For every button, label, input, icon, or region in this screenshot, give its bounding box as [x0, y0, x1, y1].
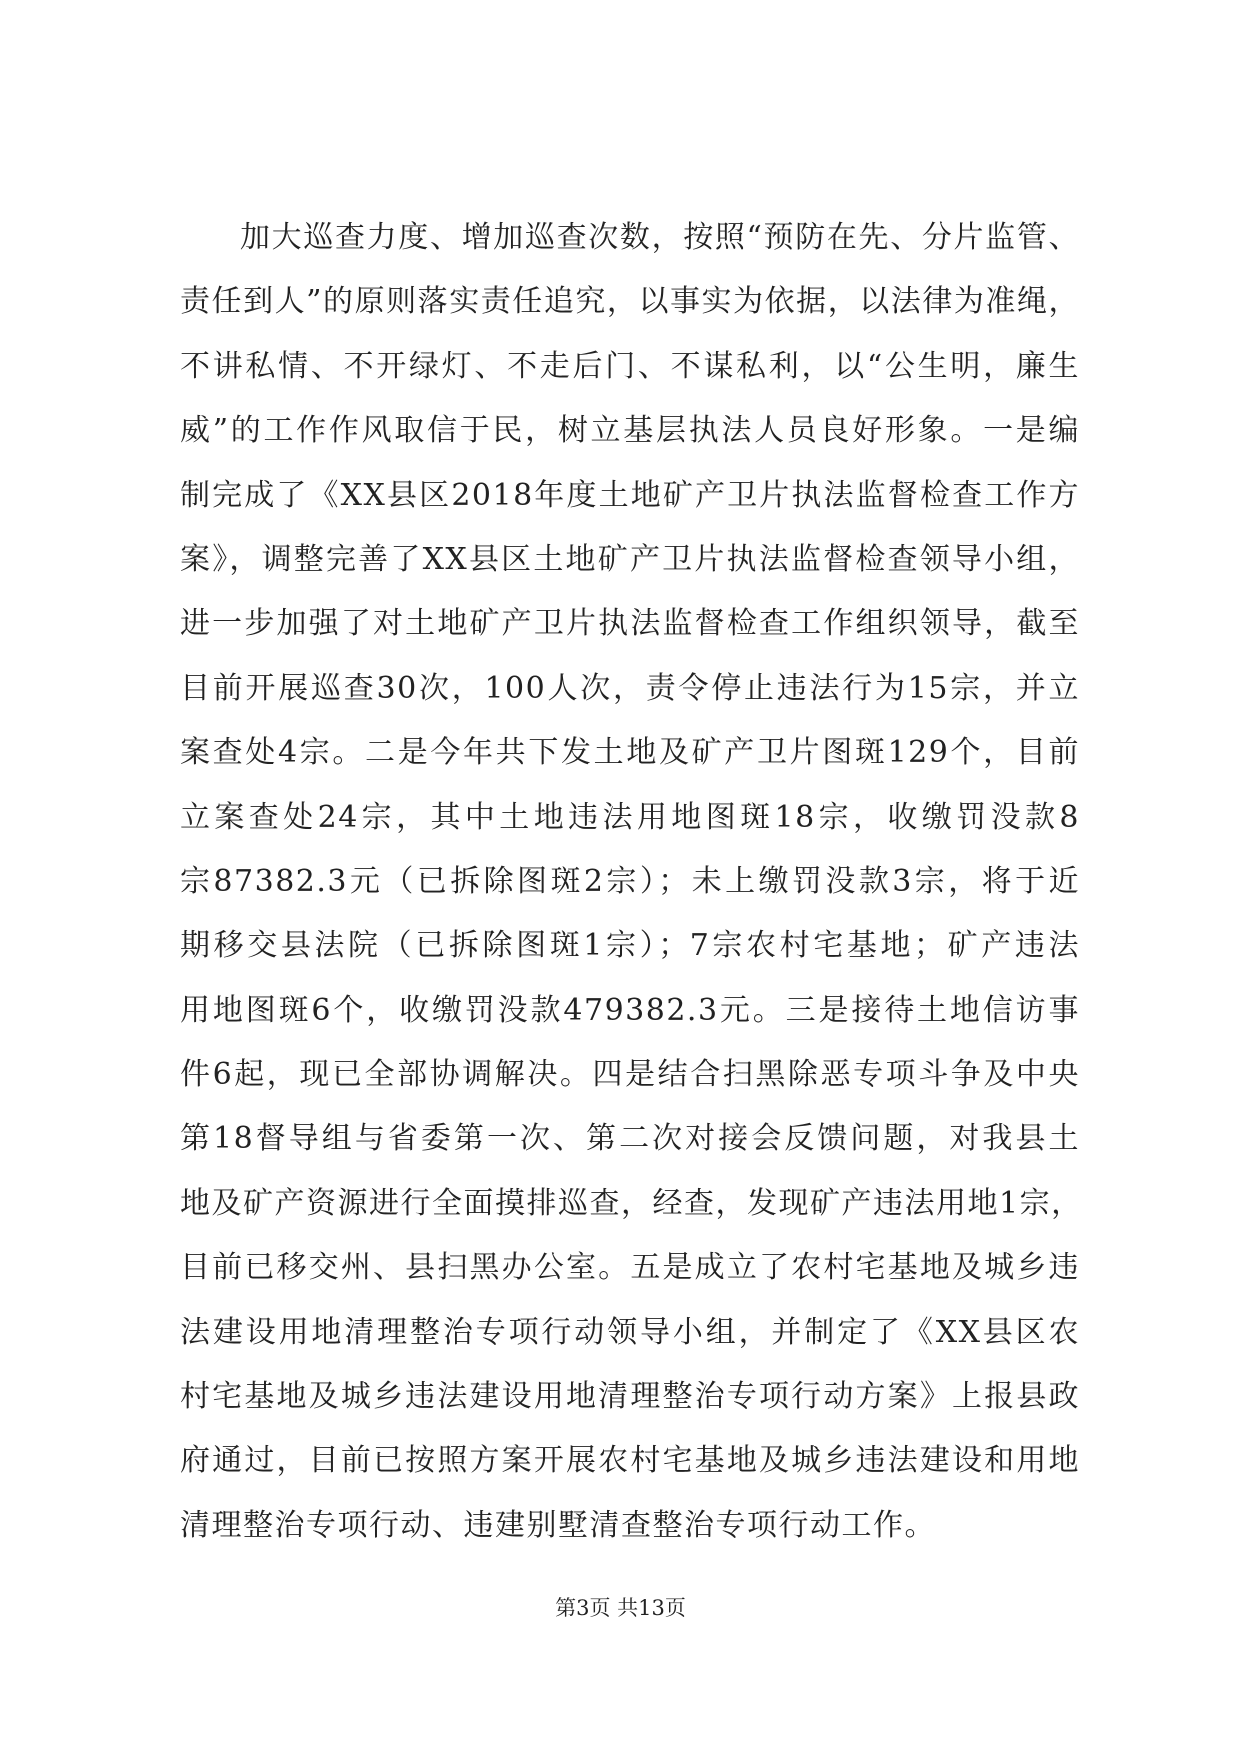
body-paragraph: [180, 206, 1083, 1558]
paragraph-line: 清理整治专项行动、违建别墅清查整治专项行动工作。: [180, 1507, 936, 1543]
paragraph-line: 法建设用地清理整治专项行动领导小组，并制定了《XX县区农: [180, 1314, 1080, 1350]
paragraph-line: 村宅基地及城乡违法建设用地清理整治专项行动方案》上报县政: [180, 1379, 1080, 1415]
paragraph-line: 府通过，目前已按照方案开展农村宅基地及城乡违法建设和用地: [180, 1443, 1080, 1479]
paragraph-line: 不讲私情、不开绿灯、不走后门、不谋私利，以“公生明，廉生: [180, 348, 1080, 384]
paragraph-line: 案查处4宗。二是今年共下发土地及矿产卫片图斑129个，目前: [180, 735, 1080, 771]
paragraph-line: 责任到人”的原则落实责任追究，以事实为依据，以法律为准绳，: [180, 284, 1080, 320]
paragraph-line: 期移交县法院（已拆除图斑1宗）；7宗农村宅基地；矿产违法: [180, 928, 1080, 964]
paragraph-line: 件6起，现已全部协调解决。四是结合扫黑除恶专项斗争及中央: [180, 1057, 1080, 1093]
paragraph-line: 目前已移交州、县扫黑办公室。五是成立了农村宅基地及城乡违: [180, 1250, 1080, 1286]
paragraph-line: 制完成了《XX县区2018年度土地矿产卫片执法监督检查工作方: [180, 477, 1080, 513]
paragraph-line: 立案查处24宗，其中土地违法用地图斑18宗，收缴罚没款8: [180, 799, 1080, 835]
paragraph-line: 威”的工作作风取信于民，树立基层执法人员良好形象。一是编: [180, 413, 1080, 449]
paragraph-line: 目前开展巡查30次，100人次，责令停止违法行为15宗，并立: [180, 670, 1080, 706]
paragraph-line: 进一步加强了对土地矿产卫片执法监督检查工作组织领导，截至: [180, 606, 1080, 642]
paragraph-line: 案》，调整完善了XX县区土地矿产卫片执法监督检查领导小组，: [180, 541, 1080, 577]
page-number-footer: 第3页 共13页: [555, 1596, 686, 1620]
paragraph-line: 地及矿产资源进行全面摸排巡查，经查，发现矿产违法用地1宗，: [180, 1185, 1083, 1221]
paragraph-line: 用地图斑6个，收缴罚没款479382.3元。三是接待土地信访事: [180, 992, 1080, 1028]
paragraph-line: 第18督导组与省委第一次、第二次对接会反馈问题，对我县土: [180, 1121, 1080, 1157]
paragraph-line: 加大巡查力度、增加巡查次数，按照“预防在先、分片监管、: [240, 220, 1080, 255]
paragraph-line: 宗87382.3元（已拆除图斑2宗）；未上缴罚没款3宗，将于近: [180, 863, 1080, 899]
